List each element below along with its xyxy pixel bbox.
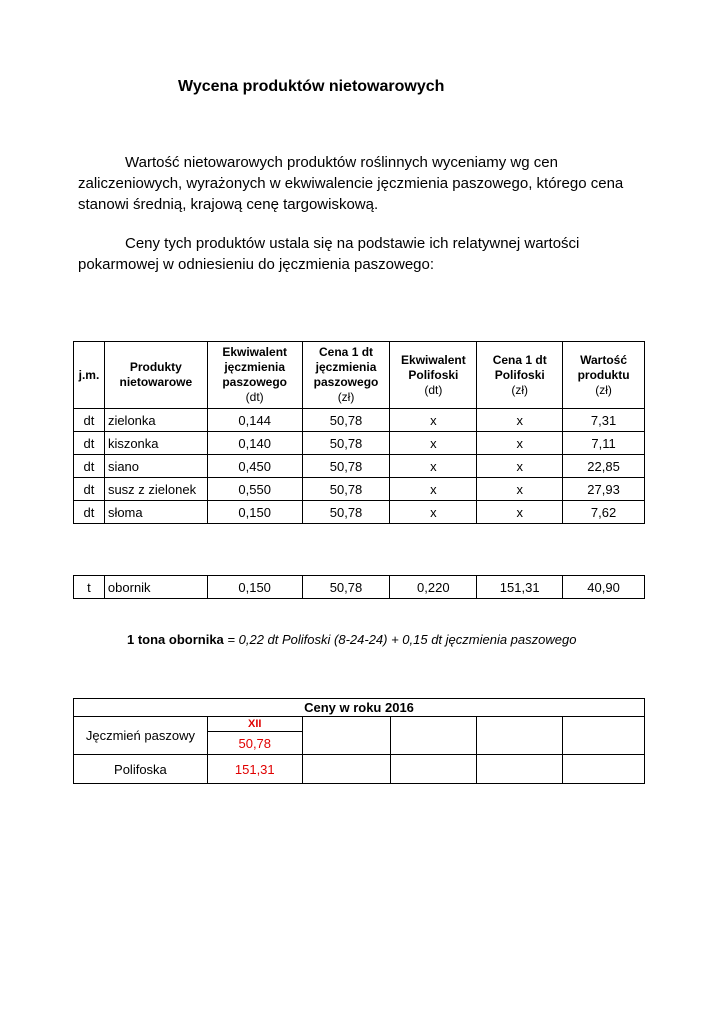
table-cell: x: [390, 478, 477, 501]
column-header: Ekwiwalent jęczmienia paszowego (dt): [207, 342, 302, 409]
table-cell: 0,150: [207, 501, 302, 524]
table-cell: x: [477, 478, 563, 501]
table-row: [74, 432, 645, 455]
table-cell: 50,78: [302, 478, 390, 501]
column-header: Produkty nietowarowe: [104, 342, 207, 409]
table-cell: x: [390, 501, 477, 524]
table-cell: 0,450: [207, 455, 302, 478]
table-cell: dt: [74, 409, 105, 432]
column-header: Cena 1 dt jęczmienia paszowego (zł): [302, 342, 390, 409]
table-cell: 7,62: [563, 501, 645, 524]
table-cell: x: [477, 455, 563, 478]
table-cell: dt: [74, 432, 105, 455]
table-cell: 50,78: [302, 501, 390, 524]
valuation-table: [73, 341, 645, 524]
table-cell: x: [477, 409, 563, 432]
prices-row-label: Jęczmień paszowy: [74, 717, 208, 755]
intro-paragraph: Wartość nietowarowych produktów roślinnych wyceniamy wg cen zaliczeniowych, wyrażonych w ekwiwalencie jęczmienia paszowego, którego cena stanowi średnią, krajową cenę targowiskową.: [78, 154, 624, 213]
table-cell: dt: [74, 455, 105, 478]
table-cell: dt: [74, 501, 105, 524]
table-cell: t: [74, 576, 105, 599]
table-cell: x: [390, 455, 477, 478]
column-header: Ekwiwalent Polifoski (dt): [390, 342, 477, 409]
table-cell: 0,150: [207, 576, 302, 599]
prices-header: Ceny w roku 2016: [74, 699, 645, 717]
table-row: [74, 501, 645, 524]
table-cell: 50,78: [302, 455, 390, 478]
page-title: Wycena produktów nietowarowych: [178, 78, 445, 95]
table-cell: obornik: [104, 576, 207, 599]
table-cell: 0,220: [390, 576, 477, 599]
table-cell: 22,85: [563, 455, 645, 478]
table-cell: x: [390, 432, 477, 455]
prices-table: [73, 698, 645, 784]
obornik-note: [127, 632, 576, 647]
table-cell: 7,31: [563, 409, 645, 432]
table-cell: siano: [104, 455, 207, 478]
table-cell: 0,144: [207, 409, 302, 432]
table-cell: x: [390, 409, 477, 432]
table-cell: 40,90: [563, 576, 645, 599]
table-cell: 0,550: [207, 478, 302, 501]
prices-row-value: 151,31: [207, 755, 302, 784]
table-cell: 7,11: [563, 432, 645, 455]
table-cell: 151,31: [477, 576, 563, 599]
method-paragraph: Ceny tych produktów ustala się na podstawie ich relatywnej wartości pokarmowej w odniesieniu do jęczmienia paszowego:: [78, 235, 580, 273]
column-header: Cena 1 dt Polifoski (zł): [477, 342, 563, 409]
table-row: [74, 478, 645, 501]
table-cell: 50,78: [302, 576, 390, 599]
table-cell: zielonka: [104, 409, 207, 432]
prices-row-label: Polifoska: [74, 755, 208, 784]
note-italic: = 0,22 dt Polifoski (8-24-24) + 0,15 dt jęczmienia paszowego: [227, 632, 577, 647]
note-bold: 1 tona obornika: [127, 632, 224, 647]
table-cell: x: [477, 432, 563, 455]
table-row: [74, 455, 645, 478]
table-cell: 50,78: [302, 432, 390, 455]
column-header: j.m.: [74, 342, 105, 409]
table-row: [74, 576, 645, 599]
table-cell: susz z zielonek: [104, 478, 207, 501]
table-cell: 0,140: [207, 432, 302, 455]
month-label: XII: [207, 717, 302, 732]
table-cell: 27,93: [563, 478, 645, 501]
obornik-table: [73, 575, 645, 599]
prices-row-value: 50,78: [207, 732, 302, 755]
table-cell: słoma: [104, 501, 207, 524]
table-cell: dt: [74, 478, 105, 501]
table-cell: kiszonka: [104, 432, 207, 455]
table-cell: 50,78: [302, 409, 390, 432]
table-row: [74, 409, 645, 432]
table-cell: x: [477, 501, 563, 524]
column-header: Wartość produktu (zł): [563, 342, 645, 409]
